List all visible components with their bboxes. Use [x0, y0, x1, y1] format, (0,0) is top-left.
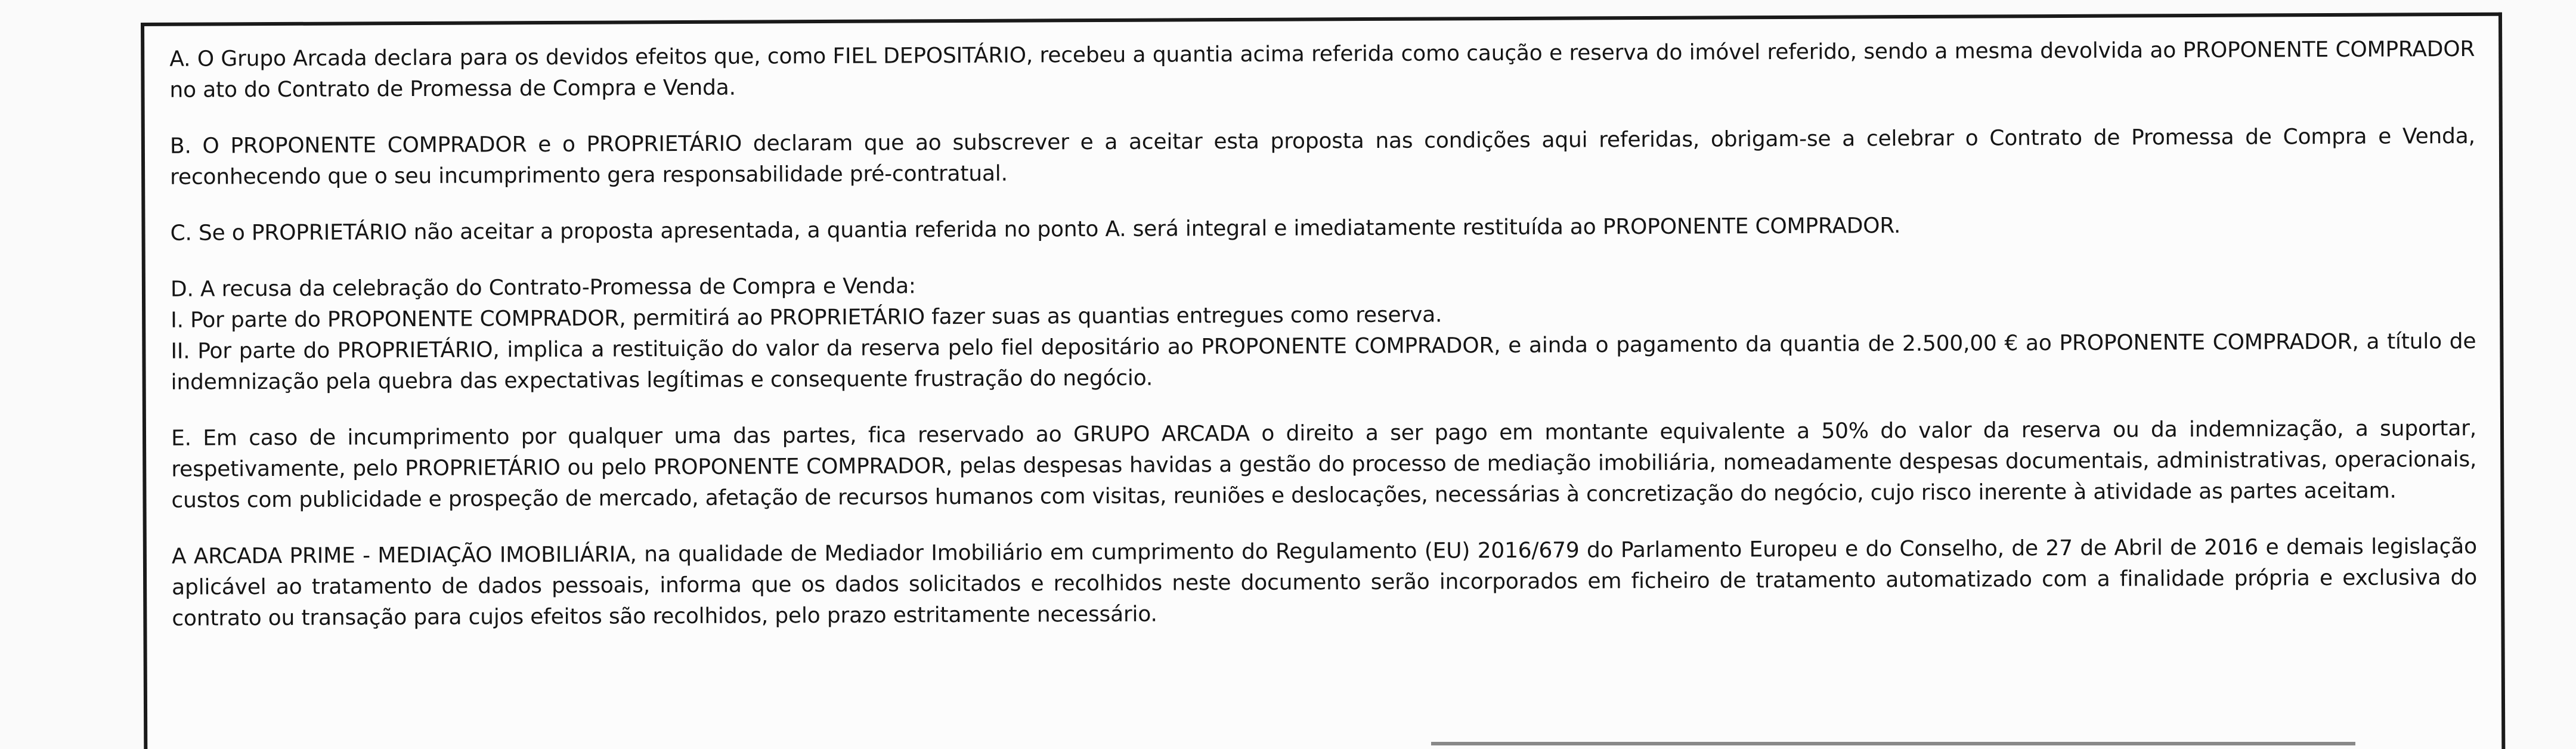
document-body — [169, 34, 2477, 660]
clause-c: C. Se o PROPRIETÁRIO não aceitar a proposta apresentada, a quantia referida no ponto A. será integral e imediatamente restituída ao PROPONENTE COMPRADOR. — [170, 213, 1901, 246]
clause-d-title: D. A recusa da celebração do Contrato-Promessa de Compra e Venda: — [170, 274, 916, 302]
clause-d-item-i: I. Por parte do PROPONENTE COMPRADOR, permitirá ao PROPRIETÁRIO fazer suas as quantias entregues como reserva. — [171, 302, 1442, 333]
clause-a: A. O Grupo Arcada declara para os devidos efeitos que, como FIEL DEPOSITÁRIO, recebeu a quantia acima referida como caução e reserva do imóvel referido, sendo a mesma devolvida ao PROPONENTE COMPRADOR no ato do Contrato de Promessa de Compra e Venda. — [169, 36, 2475, 103]
clause-e: E. Em caso de incumprimento por qualquer uma das partes, fica reservado ao GRUPO ARCADA o direito a ser pago em montante equivalente a 50% do valor da reserva ou da indemnização, a suportar, respetivamente, pelo PROPRIETÁRIO ou pelo PROPONENTE COMPRADOR, pelas despesas havidas a gestão do processo de mediação imobiliária, nomeadamente despesas documentais, administrativas, operacionais, custos com publicidade e prospeção de mercado, afetação de recursos humanos com visitas, reuniões e deslocações, necessárias à concretização do negócio, cujo risco inerente à atividade as partes aceitam. — [171, 416, 2477, 513]
clause-d-item-ii: II. Por parte do PROPRIETÁRIO, implica a restituição do valor da reserva pelo fiel depositário ao PROPONENTE COMPRADOR, e ainda o pagamento da quantia de 2.500,00 € ao PROPONENTE COMPRADOR, a título de indemnização pela quebra das expectativas legítimas e consequente frustração do negócio. — [171, 329, 2476, 395]
bottom-rule — [1431, 742, 2355, 745]
document-frame — [141, 13, 2505, 749]
privacy-notice: A ARCADA PRIME - MEDIAÇÃO IMOBILIÁRIA, na qualidade de Mediador Imobiliário em cumprimento do Regulamento (EU) 2016/679 do Parlamento Europeu e do Conselho, de 27 de Abril de 2016 e demais legislação aplicável ao tratamento de dados pessoais, informa que os dados solicitados e recolhidos neste documento serão incorporados em ficheiro de tratamento automatizado com a finalidade própria e exclusiva do contrato ou transação para cujos efeitos são recolhidos, pelo prazo estritamente necessário. — [171, 534, 2478, 631]
clause-b: B. O PROPONENTE COMPRADOR e o PROPRIETÁRIO declaram que ao subscrever e a aceitar esta proposta nas condições aqui referidas, obrigam-se a celebrar o Contrato de Promessa de Compra e Venda, reconhecendo que o seu incumprimento gera responsabilidade pré-contratual. — [169, 123, 2475, 190]
